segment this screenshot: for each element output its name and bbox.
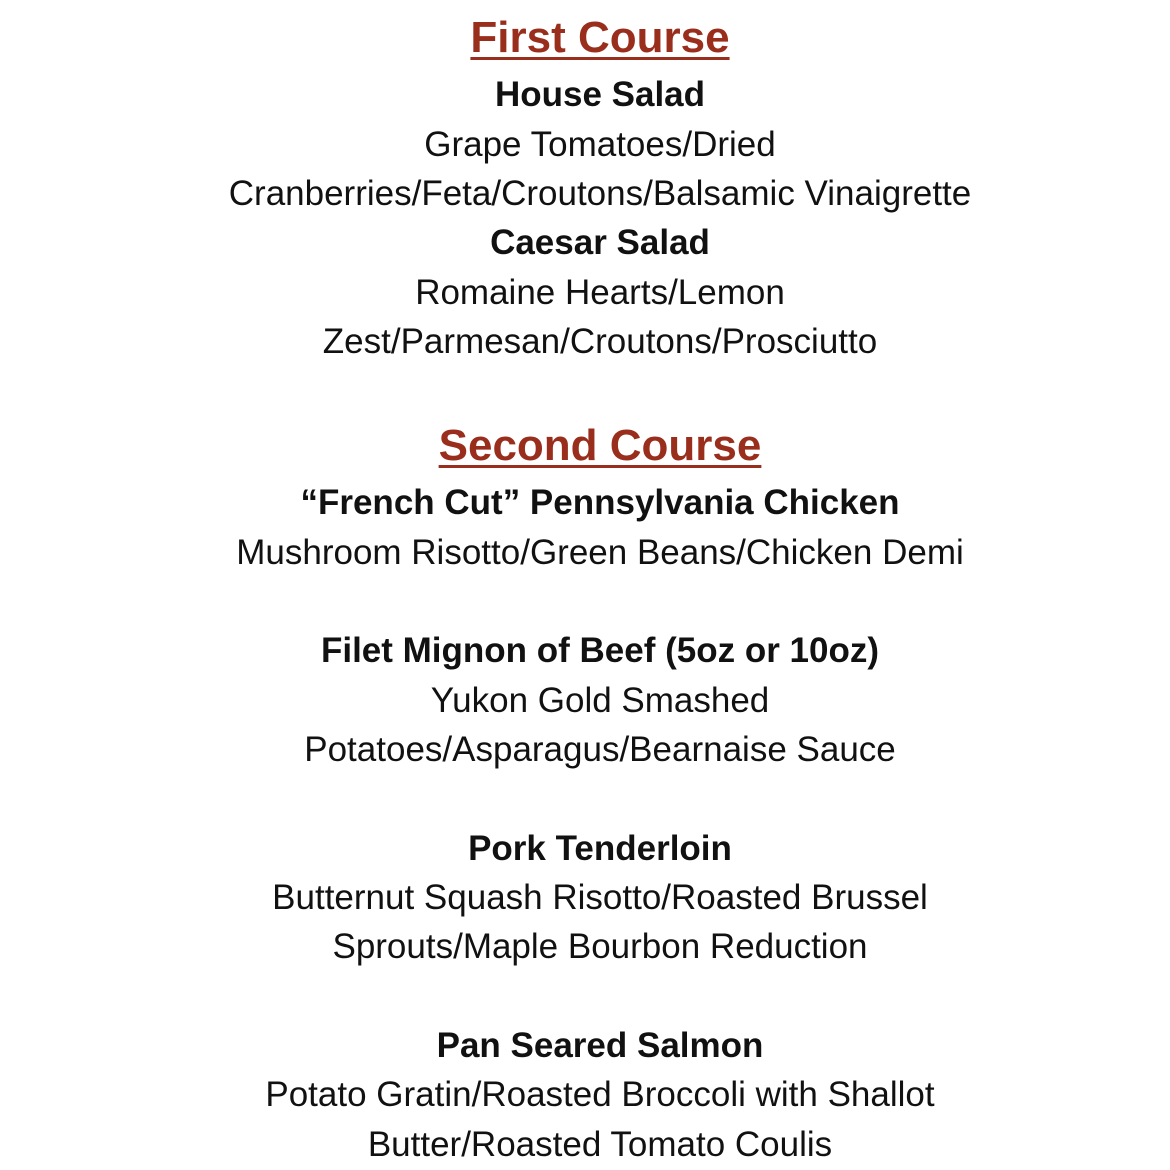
filet-mignon-description-line-1: Yukon Gold Smashed: [430, 681, 770, 720]
second-course-heading: Second Course: [438, 421, 762, 470]
pork-tenderloin-description-line-2: Sprouts/Maple Bourbon Reduction: [332, 927, 868, 966]
filet-mignon-name: Filet Mignon of Beef (5oz or 10oz): [320, 631, 880, 670]
chicken-description-line-1: Mushroom Risotto/Green Beans/Chicken Demi: [236, 533, 964, 572]
caesar-salad-description-line-2: Zest/Parmesan/Croutons/Prosciutto: [322, 322, 878, 361]
salmon-description-line-1: Potato Gratin/Roasted Broccoli with Shallot: [265, 1075, 935, 1114]
caesar-salad-description-line-1: Romaine Hearts/Lemon: [415, 273, 785, 312]
house-salad-name: House Salad: [494, 75, 706, 114]
filet-mignon-description-line-2: Potatoes/Asparagus/Bearnaise Sauce: [304, 730, 896, 769]
caesar-salad-name: Caesar Salad: [490, 223, 710, 262]
salmon-name: Pan Seared Salmon: [436, 1026, 764, 1065]
house-salad-description-line-2: Cranberries/Feta/Croutons/Balsamic Vinaigrette: [228, 174, 972, 213]
chicken-name: “French Cut” Pennsylvania Chicken: [300, 483, 900, 522]
house-salad-description-line-1: Grape Tomatoes/Dried: [424, 125, 776, 164]
salmon-description-line-2: Butter/Roasted Tomato Coulis: [367, 1125, 833, 1164]
first-course-heading: First Course: [470, 13, 730, 62]
pork-tenderloin-name: Pork Tenderloin: [468, 829, 732, 868]
pork-tenderloin-description-line-1: Butternut Squash Risotto/Roasted Brussel: [272, 878, 928, 917]
